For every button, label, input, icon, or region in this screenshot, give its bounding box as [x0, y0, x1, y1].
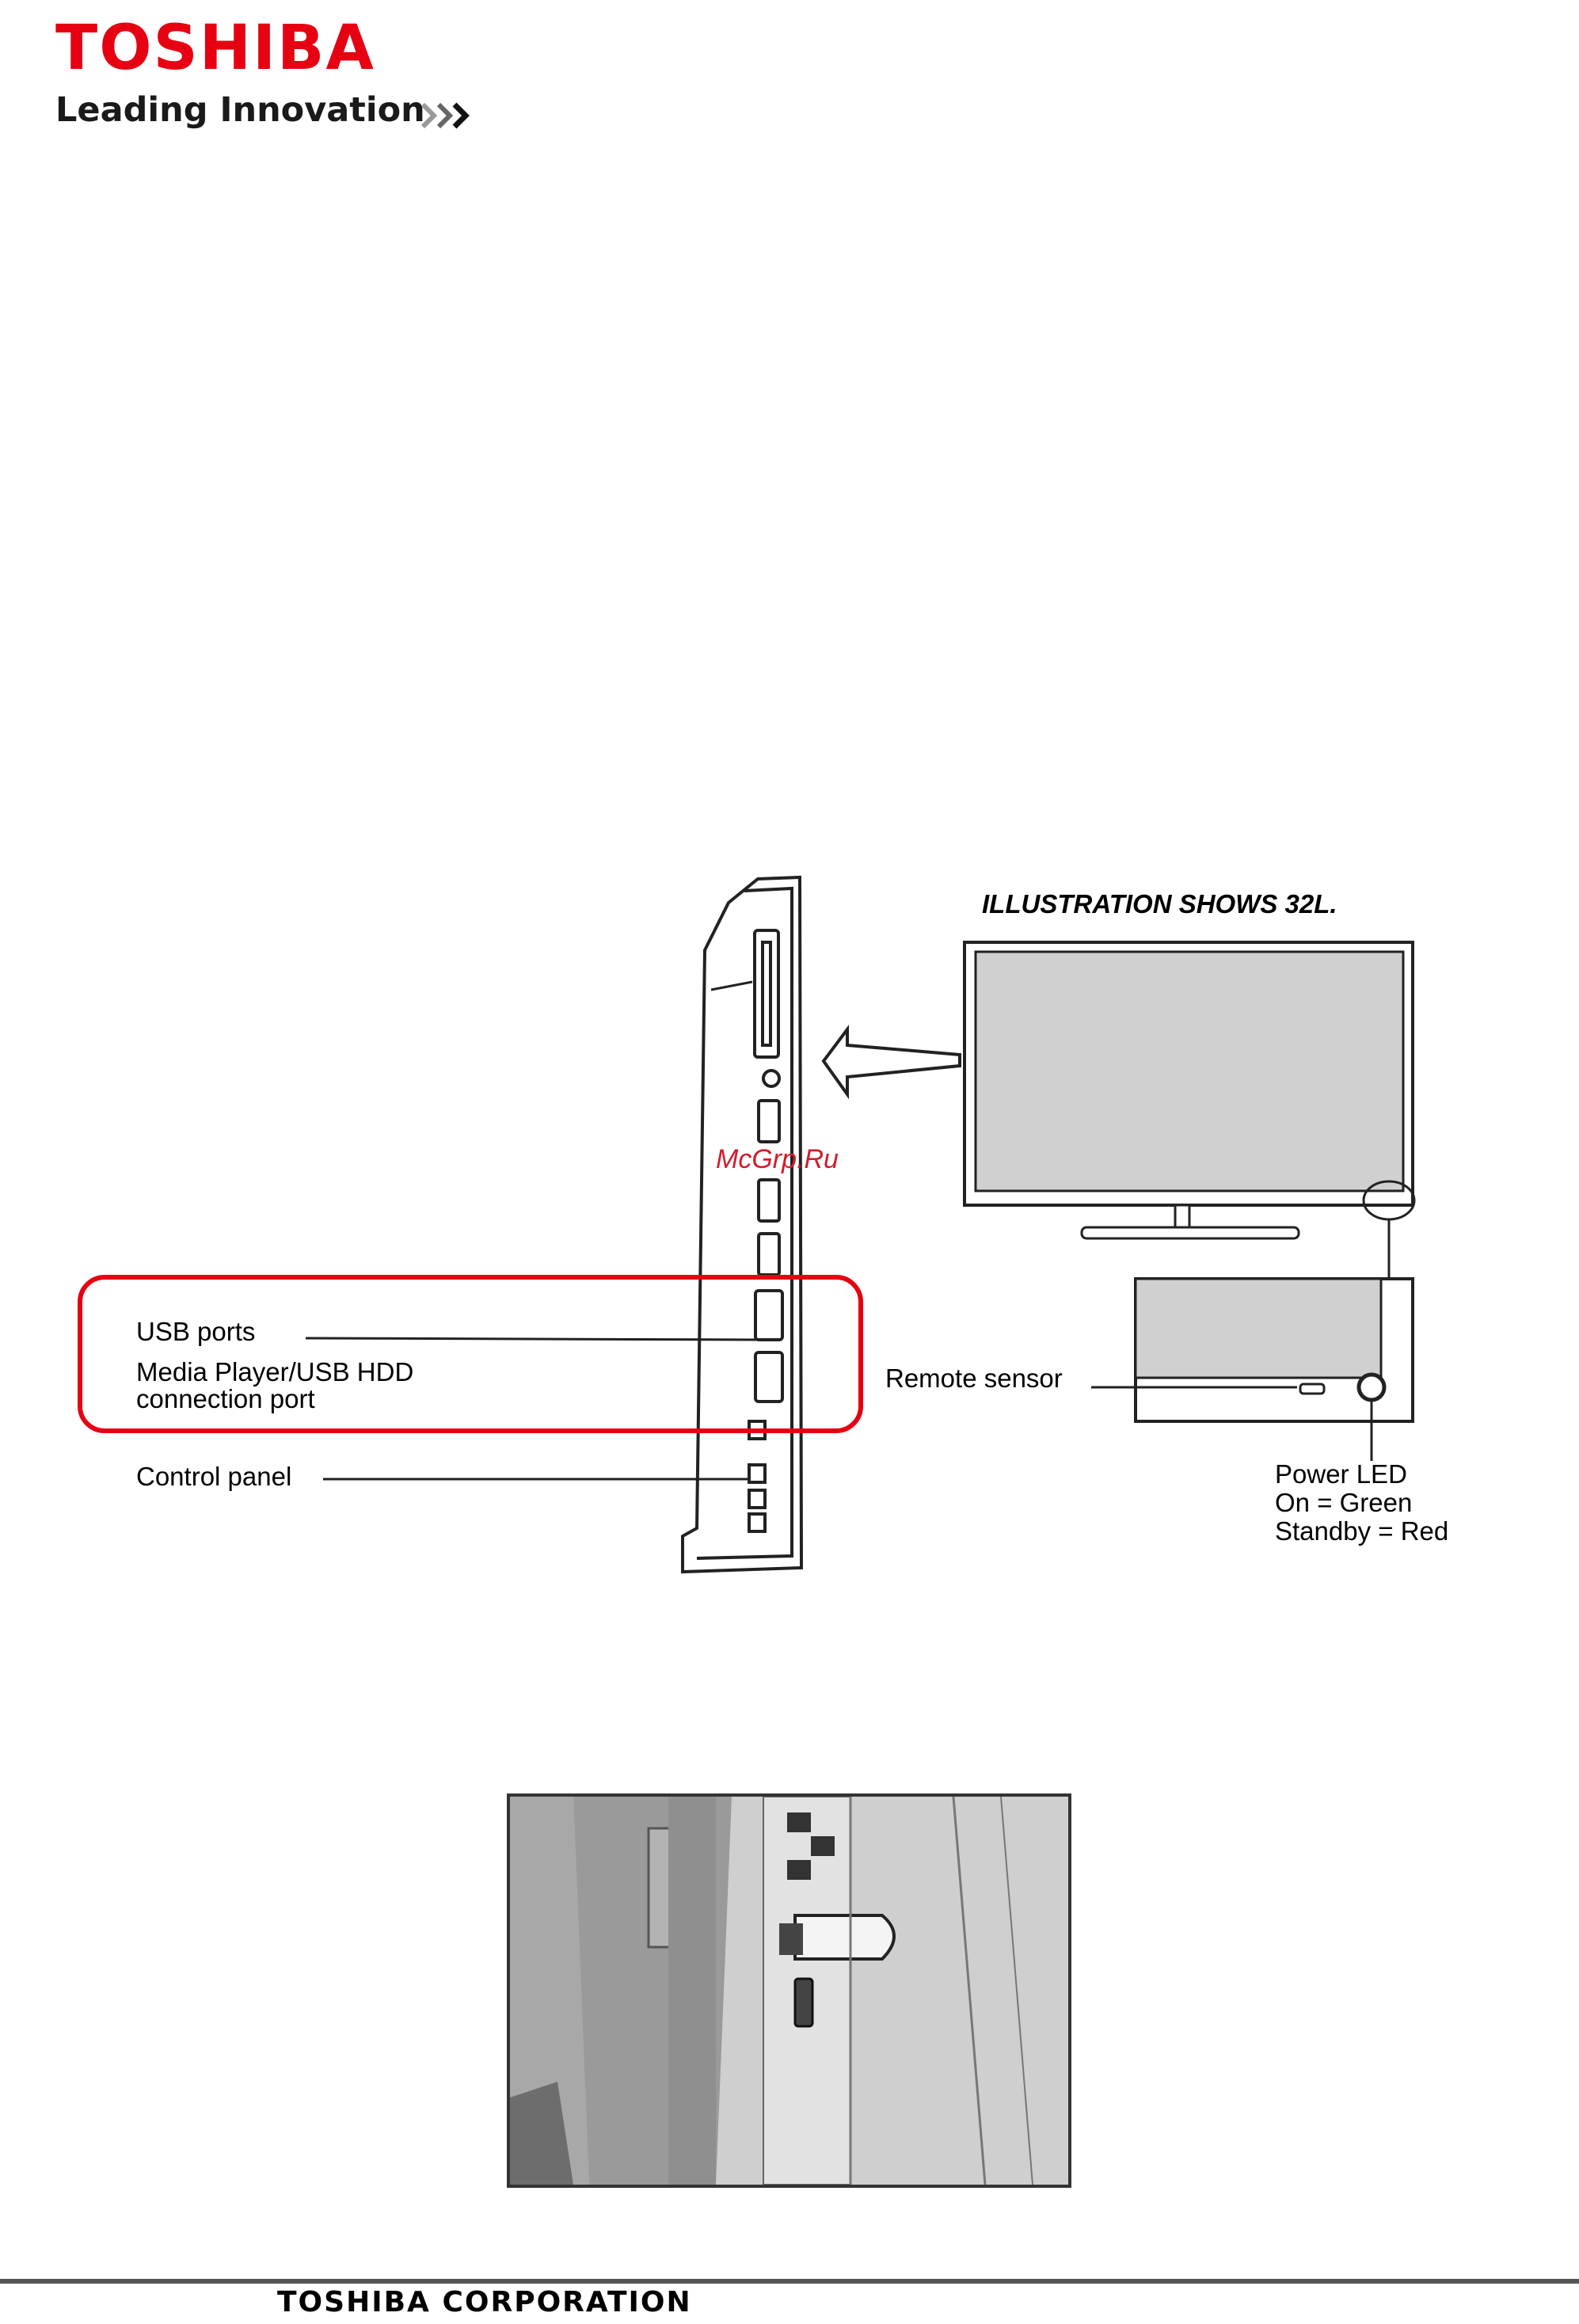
remote-sensor-label: Remote sensor: [885, 1364, 1063, 1393]
brand-tagline: Leading Innovation: [55, 90, 425, 130]
control-panel-label: Control panel: [136, 1462, 292, 1491]
media-player-label-line1: Media Player/USB HDD: [136, 1357, 414, 1386]
power-led-on-label: On = Green: [1275, 1488, 1413, 1517]
usb-ports-label: USB ports: [136, 1317, 256, 1346]
watermark: McGrp.Ru: [716, 1144, 839, 1174]
brand-logo: TOSHIBA: [55, 13, 375, 84]
illustration-note: ILLUSTRATION SHOWS 32L.: [982, 889, 1337, 919]
power-led-label: Power LED: [1275, 1459, 1407, 1489]
chevron-arrows-icon: [420, 100, 483, 131]
usb-insertion-photo: [507, 1793, 1071, 2188]
footer-divider: [0, 2279, 1579, 2284]
footer-company: TOSHIBA CORPORATION: [277, 2286, 692, 2318]
power-led-standby-label: Standby = Red: [1275, 1516, 1449, 1546]
media-player-label-line2: connection port: [136, 1384, 315, 1413]
